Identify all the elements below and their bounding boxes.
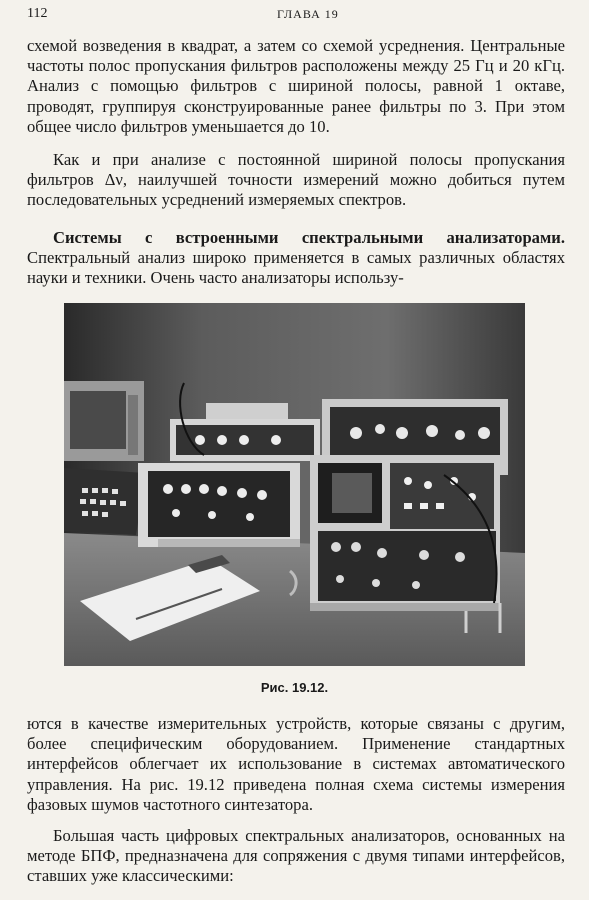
paragraph-3: [27, 228, 565, 289]
paragraph-4: ются в качестве измерительных устройств, которые связаны с другим, более специфическим оборудованием. Применение стандартных интерфейсов облегчает их использование в системах автоматического управления. На рис. 19.12 приведена полная схема системы измерения фазовых шумов частотного синтезатора.: [27, 714, 565, 814]
running-header: [27, 6, 567, 24]
paragraph-2: Как и при анализе с постоянной шириной полосы пропускания фильтров Δν, наилучшей точности измерений можно добиться путем последовательных усреднений измеряемых спектров.: [27, 150, 565, 210]
paragraph-5: Большая часть цифровых спектральных анализаторов, основанных на методе БПФ, предназначена для сопряжения с двумя типами интерфейсов, ставших уже классическими:: [27, 826, 565, 886]
chapter-title: ГЛАВА 19: [277, 7, 339, 21]
page-number: 112: [27, 6, 48, 21]
paragraph-3-body: Спектральный анализ широко применяется в самых различных областях науки и техники. Очень часто анализаторы использу-: [27, 248, 565, 288]
section-heading: Системы с встроенными спектральными анализаторами.: [53, 228, 565, 247]
figure-caption: Рис. 19.12.: [260, 680, 329, 695]
equipment-photo: [64, 303, 525, 666]
paragraph-1: схемой возведения в квадрат, а затем со схемой усреднения. Центральные частоты полос пропускания фильтров расположены между 25 Гц и 20 кГц. Анализ с помощью фильтров с шириной полосы, равной 1 октаве, проводят, группируя сконструированные ранее фильтры по 3. При этом общее число фильтров уменьшается до 10.: [27, 36, 565, 136]
